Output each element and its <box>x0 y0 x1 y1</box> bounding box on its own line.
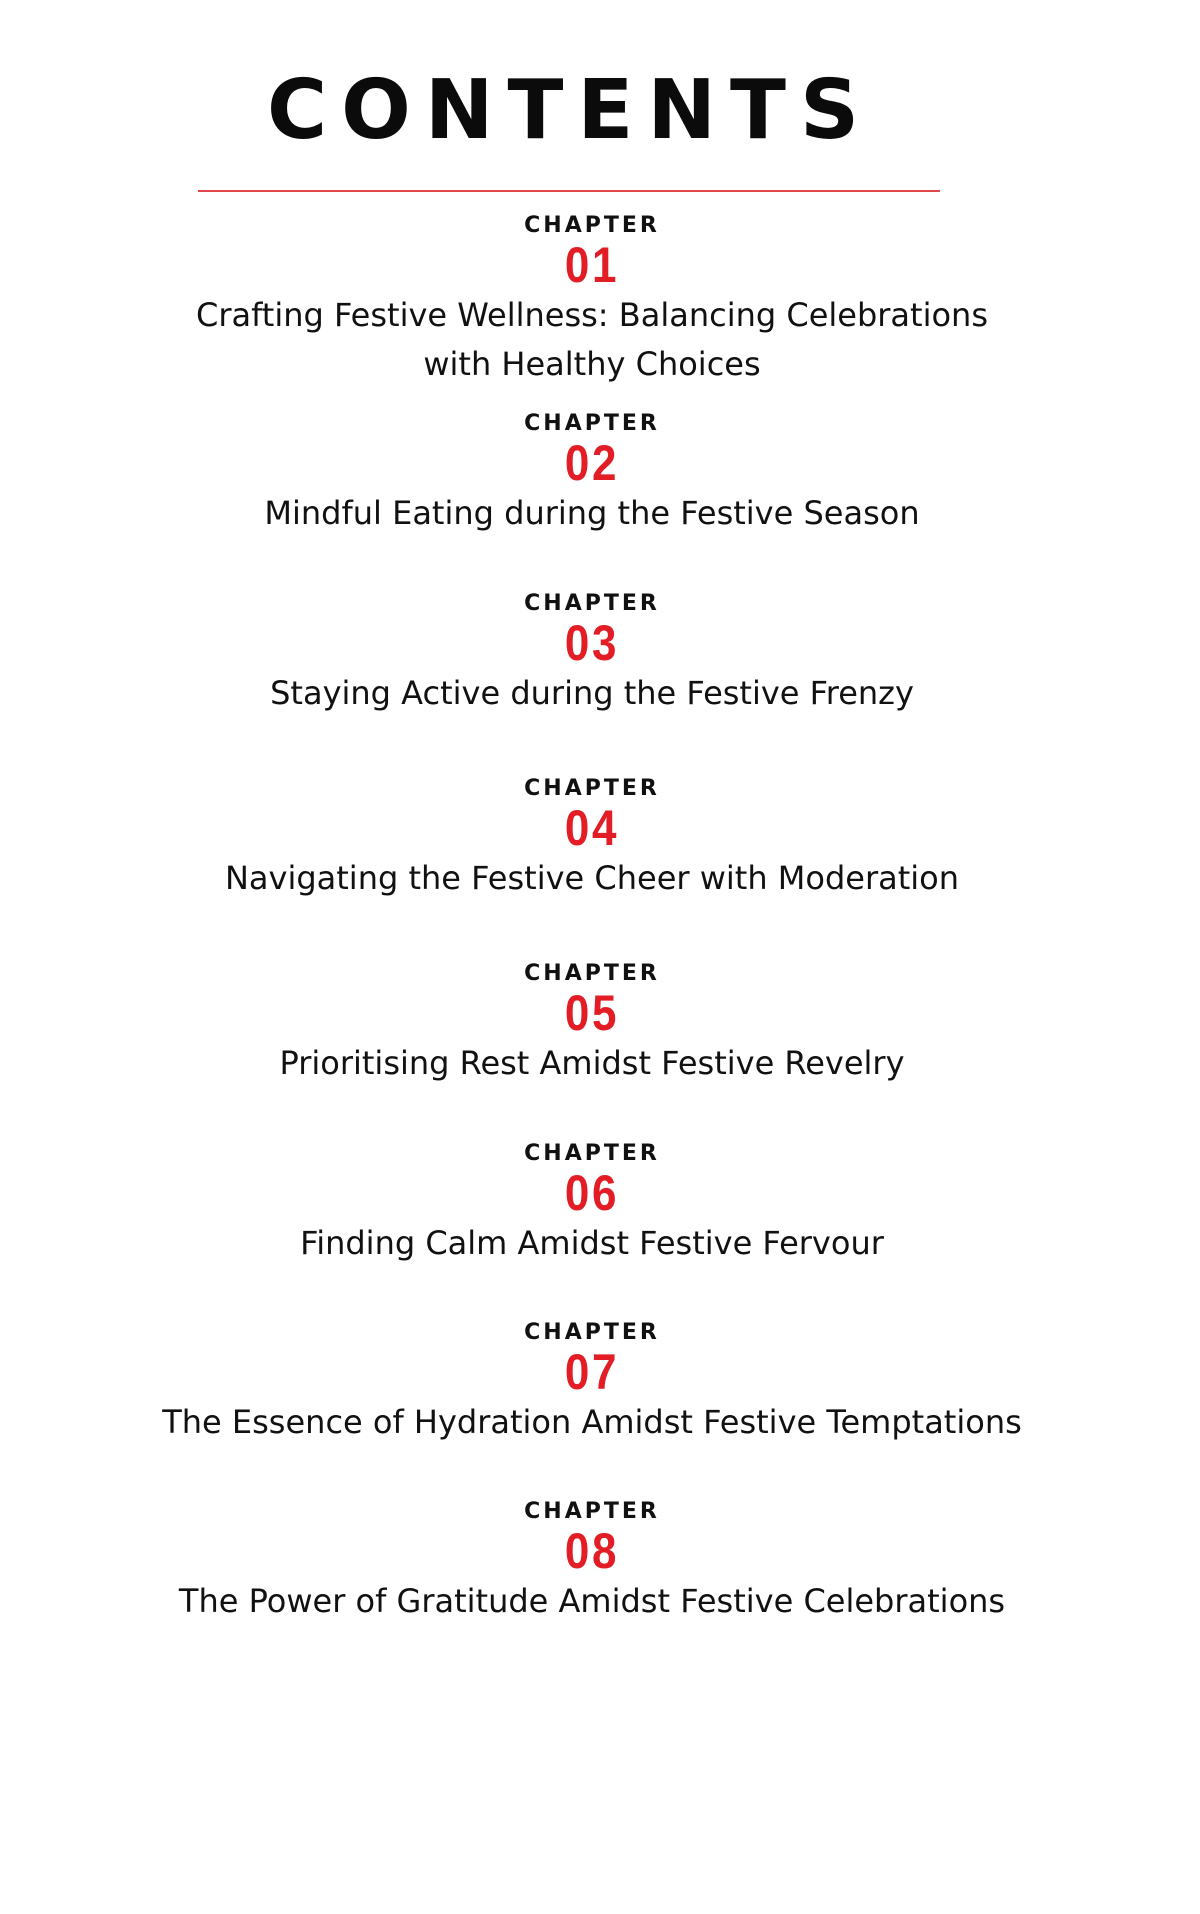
chapter-number: 04 <box>564 800 620 856</box>
chapter-entry-08[interactable] <box>0 1499 1184 1626</box>
chapter-label: CHAPTER <box>524 1141 660 1166</box>
chapter-title-line: The Essence of Hydration Amidst Festive Temptations <box>162 1403 1022 1441</box>
chapter-number: 05 <box>564 985 620 1041</box>
chapter-label: CHAPTER <box>524 411 660 436</box>
chapter-label: CHAPTER <box>524 1320 660 1345</box>
chapter-number: 02 <box>564 435 620 491</box>
chapter-entry-05[interactable] <box>0 961 1184 1088</box>
chapter-label: CHAPTER <box>524 776 660 801</box>
chapter-number: 06 <box>564 1165 620 1221</box>
chapter-title-line: Navigating the Festive Cheer with Moderation <box>224 859 960 897</box>
chapter-title-line: Prioritising Rest Amidst Festive Revelry <box>279 1044 905 1082</box>
chapter-title-line: with Healthy Choices <box>423 345 761 383</box>
title-divider <box>198 190 940 192</box>
chapter-number: 01 <box>564 237 620 293</box>
page-title: CONTENTS <box>266 63 874 158</box>
chapter-title-line: Crafting Festive Wellness: Balancing Celebrations <box>195 296 988 334</box>
chapter-title-line: The Power of Gratitude Amidst Festive Celebrations <box>178 1582 1006 1620</box>
chapter-entry-04[interactable] <box>0 776 1184 903</box>
chapter-title-line: Finding Calm Amidst Festive Fervour <box>300 1224 884 1262</box>
chapter-label: CHAPTER <box>524 961 660 986</box>
chapter-label: CHAPTER <box>524 213 660 238</box>
chapter-label: CHAPTER <box>524 591 660 616</box>
chapter-entry-01[interactable] <box>0 213 1184 389</box>
chapter-entry-03[interactable] <box>0 591 1184 718</box>
chapter-title-line: Mindful Eating during the Festive Season <box>264 494 920 532</box>
chapter-number: 03 <box>564 615 620 671</box>
chapter-entry-02[interactable] <box>0 411 1184 538</box>
chapter-entry-06[interactable] <box>0 1141 1184 1268</box>
chapter-entry-07[interactable] <box>0 1320 1184 1447</box>
chapter-number: 07 <box>564 1344 620 1400</box>
chapter-number: 08 <box>564 1523 620 1579</box>
chapter-title-line: Staying Active during the Festive Frenzy <box>270 674 914 712</box>
chapter-label: CHAPTER <box>524 1499 660 1524</box>
